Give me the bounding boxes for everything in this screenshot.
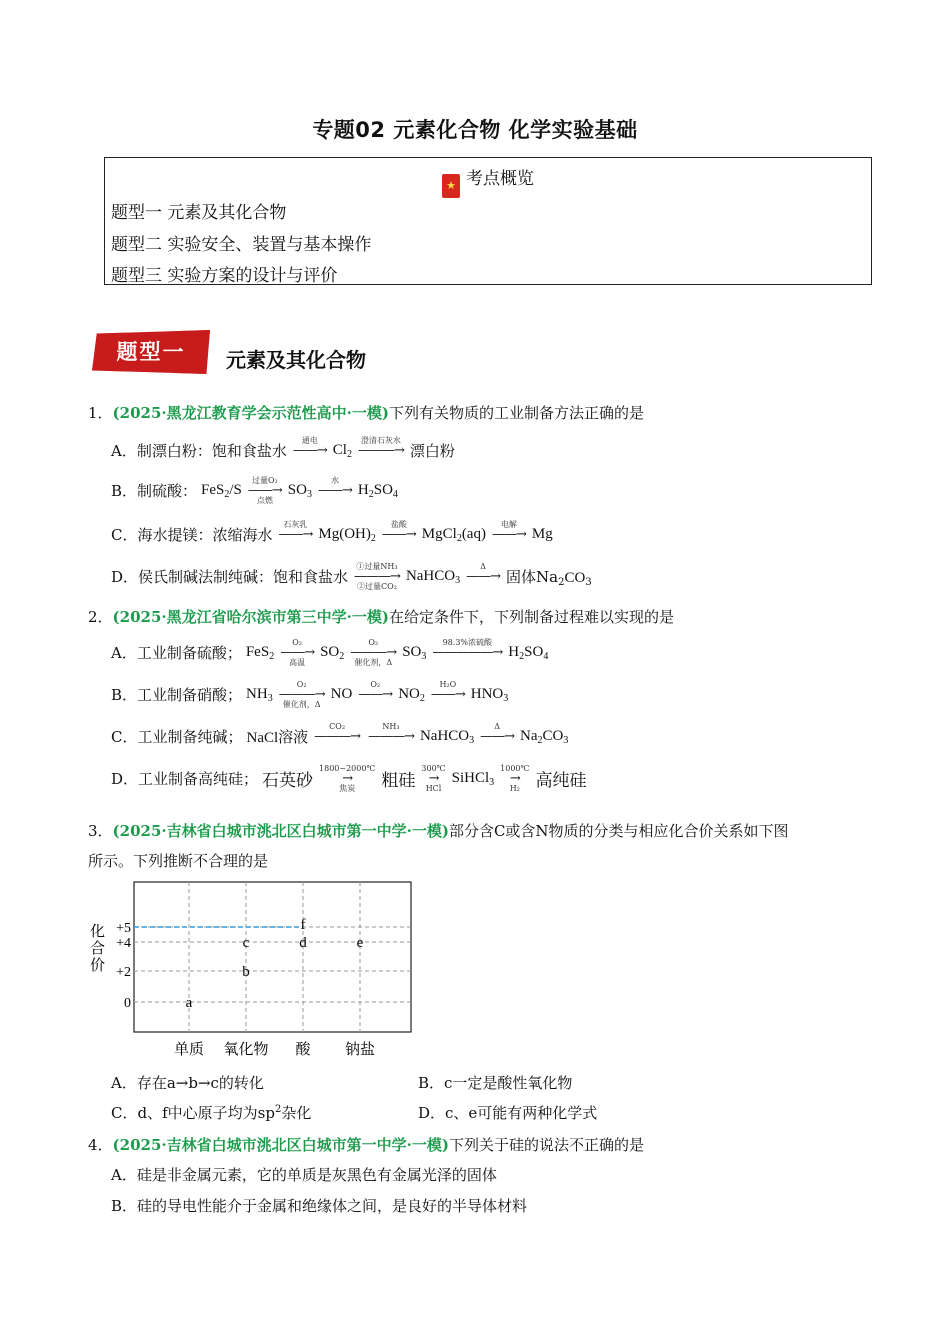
- question-3-stem-cont: 所示。下列推断不合理的是: [88, 852, 269, 870]
- chart-ylabel: 化合价: [90, 922, 106, 974]
- chart-point-e: e: [356, 935, 364, 951]
- chart-x-tick: 钠盐: [344, 1040, 376, 1058]
- overview-item[interactable]: 题型三 实验方案的设计与评价: [111, 266, 338, 286]
- q3-option-d[interactable]: D．c、e可能有两种化学式: [418, 1104, 598, 1122]
- section-banner-label: 题型一: [116, 340, 186, 364]
- chart-x-tick: 单质: [173, 1040, 205, 1058]
- question-4: 4．(2025·吉林省白城市洮北区白城市第一中学·一模)下列关于硅的说法不正确的是: [88, 1136, 644, 1154]
- chart-point-f: f: [300, 917, 306, 933]
- q4-option-b[interactable]: B．硅的导电性能介于金属和绝缘体之间，是良好的半导体材料: [111, 1197, 528, 1215]
- question-source: (2025·吉林省白城市洮北区白城市第一中学·一模): [112, 1136, 449, 1154]
- chart-y-tick: +2: [116, 965, 131, 980]
- q2-option-d[interactable]: D．工业制备高纯硅； 石英砂 1800~2000℃ → 焦炭 粗硅 300℃ → HCl SiHCl$_3$ 1000℃ → H₂ 高纯硅: [111, 764, 587, 793]
- chart-x-tick: 氧化物: [223, 1040, 269, 1058]
- question-3: 3．(2025·吉林省白城市洮北区白城市第一中学·一模)部分含C或含N物质的分类与相应化合价关系如下图: [88, 822, 789, 840]
- q3-option-c[interactable]: C．d、f中心原子均为$sp^2$杂化: [111, 1104, 312, 1122]
- chart-y-tick: +5: [116, 921, 131, 936]
- overview-heading: ★ 考点概览: [105, 164, 871, 198]
- q4-option-a[interactable]: A．硅是非金属元素，它的单质是灰黑色有金属光泽的固体: [111, 1166, 497, 1184]
- question-2: 2．(2025·黑龙江省哈尔滨市第三中学·一模)在给定条件下，下列制备过程难以实现的是: [88, 608, 674, 626]
- q1-option-a[interactable]: A．制漂白粉：饱和食盐水 通电 ——→ $Cl_2$ 澄清石灰水 ———→ 漂白粉: [111, 436, 455, 460]
- q1-option-b[interactable]: B．制硫酸： FeS$_2$/S 过量O₂ ——→ 点燃 $SO_3$ 水 ——→ $H_2SO_4$: [111, 476, 398, 505]
- chart-x-tick: 酸: [295, 1040, 311, 1058]
- q3-option-b[interactable]: B．c一定是酸性氧化物: [418, 1074, 573, 1092]
- page-title: 专题02 元素化合物 化学实验基础: [312, 118, 638, 142]
- overview-item[interactable]: 题型二 实验安全、装置与基本操作: [111, 235, 372, 255]
- chart-point-a: a: [185, 995, 193, 1011]
- q2-option-a[interactable]: A．工业制备硫酸； FeS$_2$ O₂ ——→ 高温 $SO_2$ O₂ ———→ 催化剂，Δ $SO_3$ 98.3%浓硫酸 —————→ $H_2SO_4$: [111, 638, 549, 667]
- chart-frame: [134, 882, 411, 1032]
- book-icon: ★: [442, 174, 460, 198]
- q2-option-c[interactable]: C．工业制备纯碱； NaCl溶液 CO₂ ———→ NH₃ ———→ NaHCO$_3$ Δ ——→ $Na_2CO_3$: [111, 722, 569, 746]
- section-title: 元素及其化合物: [226, 348, 366, 372]
- q1-option-c[interactable]: C．海水提镁：浓缩海水 石灰乳 ——→ $Mg(OH)_2$ 盐酸 ——→ MgCl$_2$(aq) 电解 ——→ Mg: [111, 520, 553, 544]
- overview-box: [104, 157, 872, 285]
- q1-option-d[interactable]: D．侯氏制碱法制纯碱：饱和食盐水 ①过量NH₃ ———→ ②过量CO₂ NaHCO$_3$ Δ ——→ 固体$Na_2CO_3$: [111, 562, 592, 591]
- chart-point-b: b: [242, 964, 250, 980]
- question-source: (2025·黑龙江教育学会示范性高中·一模): [112, 404, 389, 422]
- chart-y-tick: +4: [116, 936, 131, 951]
- question-1: 1．(2025·黑龙江教育学会示范性高中·一模)下列有关物质的工业制备方法正确的是: [88, 404, 644, 422]
- q3-option-a[interactable]: A．存在a→b→c的转化: [111, 1074, 264, 1092]
- question-source: (2025·吉林省白城市洮北区白城市第一中学·一模): [112, 822, 449, 840]
- chart-point-d: d: [299, 935, 307, 951]
- q2-option-b[interactable]: B．工业制备硝酸； $NH_3$ O₂ ———→ 催化剂，Δ NO O₂ ——→ $NO_2$ H₂O ——→ $HNO_3$: [111, 680, 509, 709]
- chart-point-c: c: [242, 935, 250, 951]
- valence-chart: [86, 876, 426, 1066]
- chart-y-tick: 0: [124, 996, 131, 1011]
- overview-item[interactable]: 题型一 元素及其化合物: [111, 203, 287, 223]
- question-source: (2025·黑龙江省哈尔滨市第三中学·一模): [112, 608, 389, 626]
